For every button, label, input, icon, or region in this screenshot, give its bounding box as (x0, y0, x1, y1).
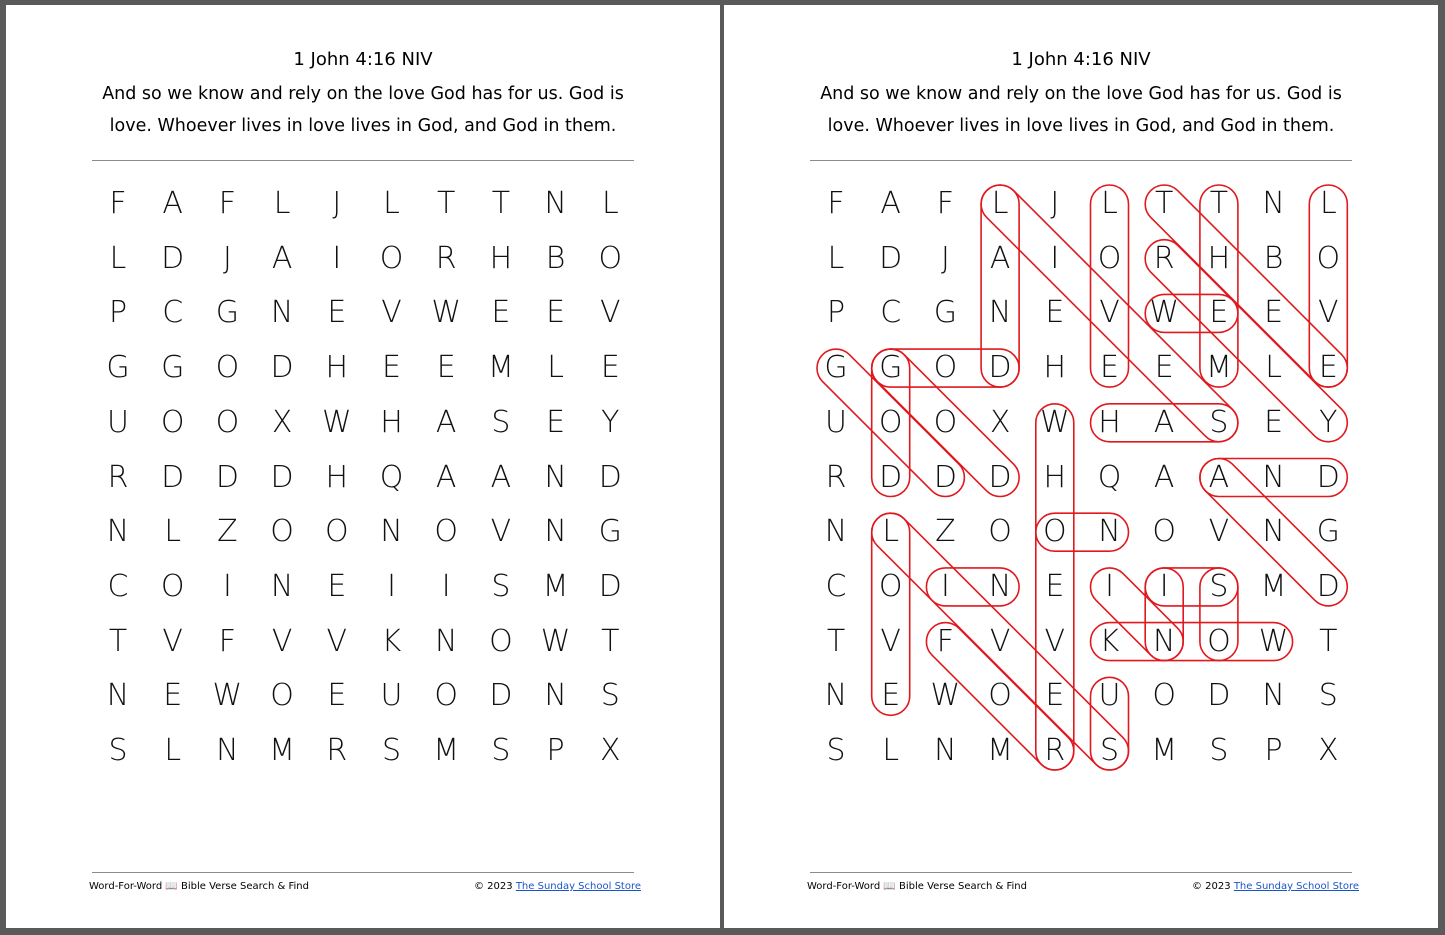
grid-letter: N (988, 568, 1012, 604)
grid-letter: H (489, 240, 513, 276)
grid-letter: O (489, 623, 513, 659)
grid-letter: R (1153, 240, 1175, 276)
grid-letter: D (161, 459, 185, 495)
grid-letter: L (1319, 186, 1337, 221)
grid-letter: O (933, 404, 958, 440)
grid-letter: T (601, 623, 620, 659)
grid-letter: L (547, 350, 564, 386)
grid-letter: A (271, 240, 293, 276)
grid-letter: N (270, 568, 294, 604)
grid-letter: V (490, 514, 512, 550)
grid-letter: D (270, 459, 294, 495)
grid-letter: M (433, 733, 460, 768)
grid-letter: U (380, 678, 403, 714)
grid-letter: L (882, 733, 900, 768)
grid-letter: X (989, 404, 1011, 440)
footer-divider (810, 872, 1352, 873)
grid-letter: N (270, 295, 294, 331)
grid-letter: B (545, 240, 566, 276)
grid-letter: S (491, 568, 511, 604)
grid-letter: G (598, 514, 622, 550)
grid-letter: P (1264, 733, 1283, 768)
grid-letter: O (324, 514, 349, 550)
grid-letter: C (107, 568, 129, 604)
grid-letter: T (1319, 623, 1338, 659)
grid-letter: O (1152, 678, 1176, 714)
grid-letter: H (1043, 459, 1067, 495)
grid-letter: A (1153, 459, 1175, 495)
grid-letter: J (940, 240, 950, 276)
grid-letter: M (1260, 568, 1287, 604)
grid-letter: S (1318, 678, 1338, 714)
grid-letter: O (270, 678, 294, 714)
grid-letter: O (1207, 623, 1231, 659)
grid-letter: S (826, 733, 846, 768)
grid-letter: X (271, 404, 293, 440)
grid-letter: D (988, 350, 1012, 386)
grid-letter: G (1316, 514, 1340, 550)
grid-letter: R (435, 240, 457, 276)
grid-letter: T (1209, 186, 1229, 221)
store-link[interactable]: The Sunday School Store (1233, 881, 1359, 892)
grid-letter: O (878, 404, 903, 440)
grid-letter: E (1264, 295, 1284, 331)
grid-letter: A (880, 186, 901, 221)
grid-letter: O (1042, 514, 1067, 550)
grid-letter: N (106, 678, 130, 714)
grid-letter: N (1098, 514, 1121, 550)
grid-letter: H (380, 404, 403, 440)
grid-letter: V (271, 623, 293, 659)
grid-letter: N (824, 678, 848, 714)
grid-letter: E (881, 678, 901, 714)
grid-letter: M (1151, 733, 1178, 768)
grid-letter: O (1152, 514, 1176, 550)
grid-letter: C (162, 295, 184, 331)
grid-letter: X (600, 733, 621, 768)
grid-letter: V (600, 295, 621, 331)
grid-letter: F (936, 623, 955, 659)
grid-letter: E (1100, 350, 1119, 386)
grid-letter: J (332, 186, 342, 221)
grid-letter: M (487, 350, 514, 386)
grid-letter: O (598, 240, 623, 276)
grid-letter: O (1097, 240, 1122, 276)
verse-reference: 1 John 4:16 NIV (1011, 49, 1151, 70)
grid-letter: Z (217, 514, 238, 550)
grid-letter: L (601, 186, 619, 221)
grid-letter: D (933, 459, 957, 495)
grid-letter: W (321, 404, 352, 440)
grid-letter: U (107, 404, 129, 440)
grid-letter: W (1258, 623, 1289, 659)
grid-letter: N (1262, 514, 1285, 550)
grid-letter: H (1098, 404, 1121, 440)
grid-letter: D (1316, 568, 1340, 604)
store-link[interactable]: The Sunday School Store (515, 881, 641, 892)
grid-letter: W (212, 678, 243, 714)
grid-letter: U (1098, 678, 1121, 714)
grid-letter: F (218, 623, 237, 659)
grid-letter: H (325, 459, 349, 495)
grid-letter: V (880, 623, 901, 659)
grid-letter: L (164, 733, 182, 768)
grid-letter: D (161, 240, 185, 276)
grid-letter: V (1318, 295, 1339, 331)
grid-letter: N (1262, 678, 1285, 714)
grid-letter: T (108, 623, 128, 659)
footer-title: Word-For-Word 📖 Bible Verse Search & Find (807, 881, 1027, 892)
verse-line-2: love. Whoever lives in love lives in God, and God in them. (827, 116, 1335, 136)
grid-letter: N (1152, 623, 1176, 659)
grid-letter: T (491, 186, 511, 221)
grid-letter: V (1099, 295, 1120, 331)
grid-letter: C (825, 568, 847, 604)
grid-letter: W (1149, 295, 1180, 331)
grid-letter: L (383, 186, 400, 221)
grid-letter: D (1207, 678, 1231, 714)
letter-grid (6, 5, 720, 928)
grid-letter: H (325, 350, 349, 386)
grid-letter: C (880, 295, 902, 331)
grid-letter: N (434, 623, 458, 659)
grid-letter: L (827, 240, 845, 276)
grid-letter: N (1262, 459, 1285, 495)
grid-letter: D (598, 568, 622, 604)
grid-letter: D (215, 459, 239, 495)
grid-letter: O (215, 350, 240, 386)
grid-letter: S (491, 404, 511, 440)
answer-key-page (724, 5, 1438, 928)
grid-letter: N (824, 514, 848, 550)
grid-letter: T (1155, 186, 1174, 221)
grid-letter: M (987, 733, 1014, 768)
grid-letter: E (436, 350, 456, 386)
grid-letter: A (490, 459, 512, 495)
grid-letter: N (544, 459, 567, 495)
footer-credit (1192, 881, 1359, 892)
grid-letter: G (106, 350, 130, 386)
grid-letter: W (540, 623, 571, 659)
grid-letter: G (215, 295, 240, 331)
grid-letter: N (988, 295, 1012, 331)
grid-letter: O (160, 568, 185, 604)
grid-letter: O (160, 404, 185, 440)
grid-letter: V (1044, 623, 1066, 659)
grid-letter: B (1263, 240, 1284, 276)
copyright-text: © 2023 (473, 881, 513, 892)
grid-letter: J (1050, 186, 1060, 221)
grid-letter: Y (1319, 404, 1338, 440)
grid-letter: O (1316, 240, 1341, 276)
grid-letter: V (162, 623, 183, 659)
grid-letter: E (1209, 295, 1229, 331)
grid-letter: T (437, 186, 456, 221)
grid-letter: I (332, 240, 342, 276)
grid-letter: S (1209, 568, 1229, 604)
grid-letter: A (435, 459, 457, 495)
copyright-text: © 2023 (1191, 881, 1231, 892)
grid-letter: R (107, 459, 129, 495)
grid-letter: D (879, 459, 903, 495)
grid-letter: M (542, 568, 569, 604)
grid-letter: S (491, 733, 511, 768)
grid-letter: N (380, 514, 403, 550)
grid-letter: L (1101, 186, 1118, 221)
grid-letter: S (108, 733, 128, 768)
grid-letter: A (1153, 404, 1175, 440)
grid-letter: A (1208, 459, 1230, 495)
grid-letter: G (933, 295, 958, 331)
grid-letter: A (435, 404, 457, 440)
grid-letter: D (879, 240, 903, 276)
grid-letter: O (434, 678, 458, 714)
grid-letter: N (216, 733, 239, 768)
grid-letter: Q (379, 459, 404, 495)
grid-letter: O (988, 514, 1012, 550)
grid-letter: N (106, 514, 130, 550)
footer-divider (92, 872, 634, 873)
grid-letter: N (544, 678, 567, 714)
grid-letter: H (1207, 240, 1231, 276)
grid-letter: O (988, 678, 1012, 714)
grid-letter: H (1043, 350, 1067, 386)
grid-letter: O (270, 514, 294, 550)
grid-letter: N (544, 186, 567, 221)
grid-letter: E (1154, 350, 1174, 386)
grid-letter: G (161, 350, 185, 386)
answer-letter-grid (724, 5, 1438, 928)
grid-letter: E (327, 295, 347, 331)
grid-letter: Y (601, 404, 620, 440)
grid-letter: L (273, 186, 291, 221)
grid-letter: G (824, 350, 848, 386)
grid-letter: R (1044, 733, 1066, 768)
grid-letter: W (930, 678, 961, 714)
grid-letter: W (431, 295, 462, 331)
grid-letter: P (546, 733, 565, 768)
grid-letter: N (1262, 186, 1285, 221)
grid-letter: K (381, 623, 402, 659)
grid-letter: S (1099, 733, 1120, 768)
grid-letter: R (825, 459, 847, 495)
grid-letter: E (1045, 568, 1065, 604)
grid-letter: A (989, 240, 1011, 276)
grid-letter: V (381, 295, 402, 331)
grid-letter: I (222, 568, 232, 604)
grid-letter: L (991, 186, 1009, 221)
grid-letter: M (269, 733, 296, 768)
grid-letter: O (379, 240, 404, 276)
grid-letter: X (1318, 733, 1339, 768)
grid-letter: S (381, 733, 402, 768)
grid-letter: L (1265, 350, 1282, 386)
footer-credit (474, 881, 641, 892)
grid-letter: E (163, 678, 183, 714)
verse-reference: 1 John 4:16 NIV (293, 49, 433, 70)
grid-letter: N (544, 514, 567, 550)
grid-letter: E (1045, 678, 1065, 714)
grid-letter: I (1105, 568, 1114, 604)
grid-letter: P (108, 295, 128, 331)
grid-letter: O (215, 404, 240, 440)
grid-letter: E (491, 295, 511, 331)
grid-letter: S (600, 678, 620, 714)
grid-letter: T (826, 623, 846, 659)
footer-title: Word-For-Word 📖 Bible Verse Search & Find (89, 881, 309, 892)
grid-letter: F (936, 186, 955, 221)
grid-letter: I (441, 568, 451, 604)
puzzle-page (6, 5, 720, 928)
grid-letter: V (1208, 514, 1230, 550)
grid-letter: E (1045, 295, 1065, 331)
grid-letter: I (940, 568, 950, 604)
verse-line-2: love. Whoever lives in love lives in God, and God in them. (109, 116, 617, 136)
grid-letter: F (827, 186, 845, 221)
grid-letter: Q (1097, 459, 1122, 495)
grid-letter: O (878, 568, 903, 604)
grid-letter: V (326, 623, 348, 659)
grid-letter: L (109, 240, 127, 276)
grid-letter: S (1209, 404, 1229, 440)
grid-letter: E (327, 678, 347, 714)
grid-letter: O (434, 514, 458, 550)
grid-letter: I (1050, 240, 1060, 276)
grid-letter: D (598, 459, 622, 495)
grid-letter: E (600, 350, 620, 386)
grid-letter: D (489, 678, 513, 714)
grid-letter: M (1205, 350, 1232, 386)
grid-letter: F (109, 186, 127, 221)
verse-line-1: And so we know and rely on the love God has for us. God is (820, 84, 1342, 104)
grid-letter: E (1264, 404, 1284, 440)
grid-letter: A (162, 186, 183, 221)
grid-letter: D (1316, 459, 1340, 495)
grid-letter: U (825, 404, 847, 440)
grid-letter: N (934, 733, 957, 768)
grid-letter: D (988, 459, 1012, 495)
grid-letter: I (387, 568, 396, 604)
grid-letter: O (933, 350, 958, 386)
grid-letter: S (1209, 733, 1229, 768)
grid-letter: K (1099, 623, 1120, 659)
grid-letter: P (826, 295, 846, 331)
grid-letter: Z (935, 514, 956, 550)
grid-letter: E (382, 350, 401, 386)
grid-letter: D (270, 350, 294, 386)
grid-letter: J (222, 240, 232, 276)
grid-letter: G (879, 350, 903, 386)
grid-letter: F (218, 186, 237, 221)
grid-letter: E (546, 404, 566, 440)
verse-line-1: And so we know and rely on the love God has for us. God is (102, 84, 624, 104)
grid-letter: W (1039, 404, 1070, 440)
grid-letter: E (546, 295, 566, 331)
grid-letter: E (327, 568, 347, 604)
grid-letter: V (989, 623, 1011, 659)
grid-letter: R (326, 733, 348, 768)
grid-letter: E (1318, 350, 1338, 386)
grid-letter: L (882, 514, 900, 550)
grid-letter: L (164, 514, 182, 550)
grid-letter: I (1159, 568, 1169, 604)
